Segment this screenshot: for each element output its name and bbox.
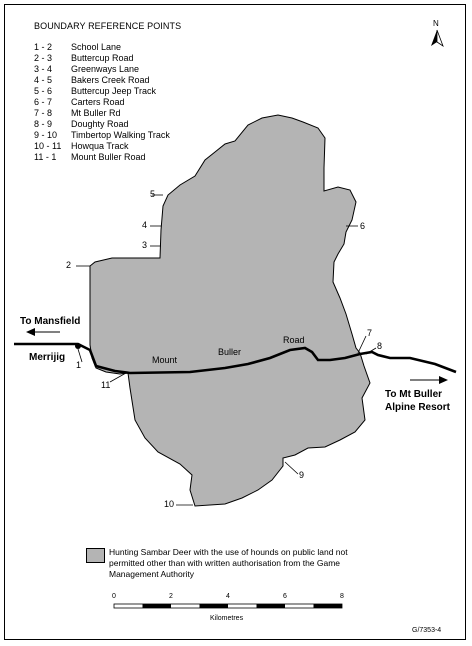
scale-tick: 6 — [283, 593, 287, 600]
reference-point-name: Buttercup Road — [71, 53, 134, 63]
restricted-area — [90, 115, 373, 506]
reference-point-number: 3 - 4 — [34, 64, 53, 74]
reference-point-number: 10 - 11 — [34, 141, 62, 151]
reference-point-name: Buttercup Jeep Track — [71, 86, 157, 96]
reference-point-name: Mt Buller Rd — [71, 108, 121, 118]
point-label-4: 4 — [142, 220, 148, 230]
arrow-right-icon — [410, 376, 448, 384]
road-label-road: Road — [283, 335, 305, 345]
north-label: N — [433, 19, 439, 28]
north-arrow-icon — [431, 30, 443, 46]
reference-point-number: 5 - 6 — [34, 86, 53, 96]
point-label-2: 2 — [66, 260, 72, 270]
reference-point-number: 2 - 3 — [34, 53, 53, 63]
reference-point-name: Doughty Road — [71, 119, 129, 129]
scale-tick: 4 — [226, 593, 230, 600]
merrijig-label: Merrijig — [29, 352, 66, 363]
point-label-1: 1 — [76, 360, 82, 370]
legend-swatch — [86, 548, 105, 563]
point-label-8: 8 — [377, 341, 383, 351]
point-label-9: 9 — [299, 470, 305, 480]
point-label-11: 11 — [101, 380, 111, 390]
reference-point-name: School Lane — [71, 42, 122, 52]
arrow-left-icon — [26, 328, 60, 336]
reference-point-number: 1 - 2 — [34, 42, 53, 52]
road-label-mount: Mount — [152, 355, 178, 365]
to-mt-buller-label: To Mt Buller — [385, 389, 443, 400]
reference-points-title: BOUNDARY REFERENCE POINTS — [34, 21, 182, 31]
point-label-5: 5 — [150, 189, 156, 199]
point-label-7: 7 — [367, 328, 373, 338]
reference-point-name: Howqua Track — [71, 141, 129, 151]
reference-point-name: Greenways Lane — [71, 64, 140, 74]
scale-unit-label: Kilometres — [210, 615, 244, 622]
reference-point-number: 4 - 5 — [34, 75, 53, 85]
scale-tick: 2 — [169, 593, 173, 600]
reference-point-number: 8 - 9 — [34, 119, 53, 129]
reference-point-number: 11 - 1 — [34, 152, 57, 162]
reference-point-number: 7 - 8 — [34, 108, 53, 118]
point-label-3: 3 — [142, 240, 148, 250]
road-label-buller: Buller — [218, 347, 242, 357]
reference-point-name: Mount Buller Road — [71, 152, 146, 162]
scale-tick: 8 — [340, 593, 344, 600]
figure-id: G/7353-4 — [412, 627, 442, 634]
reference-point-name: Carters Road — [71, 97, 125, 107]
reference-point-number: 6 - 7 — [34, 97, 53, 107]
reference-point-name: Timbertop Walking Track — [71, 130, 170, 140]
legend-text: Hunting Sambar Deer with the use of hounds on public land not permitted other than with written authorisation from the Game Management Authority — [109, 547, 348, 579]
point-label-10: 10 — [164, 499, 175, 509]
reference-point-name: Bakers Creek Road — [71, 75, 150, 85]
scale-tick: 0 — [112, 593, 116, 600]
to-mansfield-label: To Mansfield — [20, 316, 81, 327]
scale-bar — [114, 604, 342, 608]
merrijig-marker-icon — [75, 343, 81, 349]
point-label-6: 6 — [360, 221, 366, 231]
reference-point-number: 9 - 10 — [34, 130, 58, 140]
alpine-resort-label: Alpine Resort — [385, 402, 451, 413]
